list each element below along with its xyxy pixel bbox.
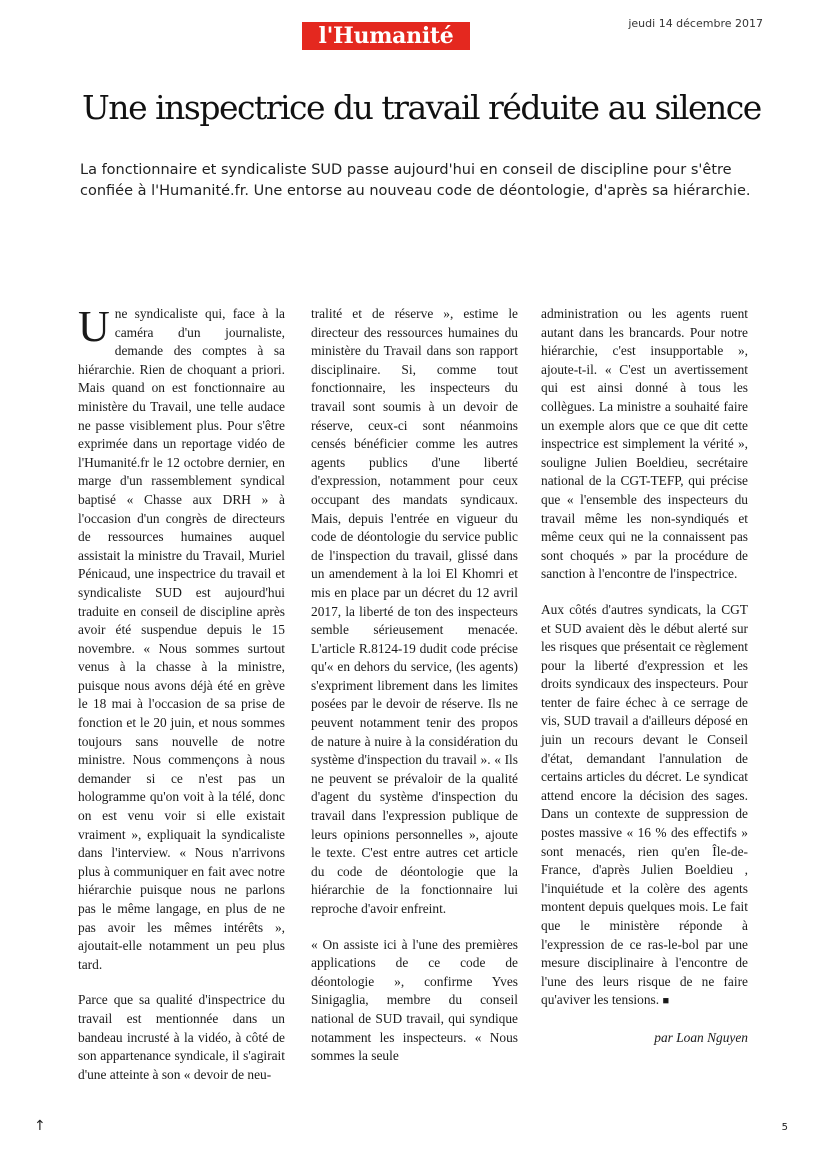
- article-title: Une inspectrice du travail réduite au silence: [82, 88, 761, 127]
- article-column-3: [541, 305, 748, 1048]
- publication-date: jeudi 14 décembre 2017: [628, 17, 763, 30]
- back-to-top-arrow-icon[interactable]: ↑: [34, 1118, 46, 1134]
- paragraph: « On assiste ici à l'une des premières applications de ce code de déontologie », confirme Yves Sinigaglia, membre du conseil national de SUD travail, qui syndique notamment les inspecteurs. « Nous sommes la seule: [311, 936, 518, 1064]
- paragraph: Parce que sa qualité d'inspectrice du travail est mentionnée dans un bandeau incrusté à la vidéo, à côté de son appartenance syndicale, il s'agirait d'une atteinte à son « devoir de neu-: [78, 992, 285, 1082]
- paragraph-text: ne syndicaliste qui, face à la caméra d'un journaliste, demande des comptes à sa hiérarchie. Rien de choquant a priori. Mais quand on est fonctionnaire au ministère du Travail, une telle audace ne passe visiblement plus. Pour s'être exprimée dans un reportage vidéo de l'Humanité.fr le 12 octobre dernier, en marge d'un rassemblement syndical baptisé « Chasse aux DRH » à l'occasion d'un congrès de directeurs de ressources humaines auquel assistait la ministre du Travail, Muriel Pénicaud, une inspectrice du travail et syndicaliste SUD est aujourd'hui traduite en conseil de discipline après avoir été suspendue depuis le 15 novembre. « Nous sommes surtout venus à la chasse à la ministre, puisque nous avons déjà été en grève le 18 mai à l'occasion de sa prise de fonction et le 20 juin, et nous sommes toujours sans nouvelle de notre ministre. Nous commençons à nous demander si ce n'est pas un hologramme qu'on voit à la télé, donc on est venu voir si elle existait vraiment », expliquait la syndicaliste dans l'interview. « Nous n'arrivons plus à communiquer en fait avec notre hiérarchie puisque nous ne parlons pas le même langage, en plus de ne pas avoir les mêmes intérêts », ajoutait-elle notamment un peu plus tard.: [78, 306, 285, 972]
- paragraph: [78, 302, 285, 974]
- paragraph: [541, 601, 748, 1011]
- paragraph-text: Aux côtés d'autres syndicats, la CGT et SUD avaient dès le début alerté sur les risques que présentait ce règlement pour la liberté d'expression et les droits syndicaux des inspecteurs. Pour tenter de faire échec à ce serrage de vis, SUD travail a d'ailleurs déposé en juin un recours devant le Conseil d'état, demandant l'annulation de certains articles du décret. Le syndicat attend encore la décision des sages. Dans un contexte de suppression de postes massive « 16 % des effectifs » sont menacés, rien qu'en Île-de-France, d'après Julien Boeldieu , l'inquiétude et la colère des agents montent depuis quelques mois. Le fait que le ministère réponde à l'expression de ce ras-le-bol par une mesure disciplinaire à l'encontre de l'une des leurs risque de ne faire qu'aviver les tensions.: [541, 601, 748, 1008]
- article-column-1: [78, 302, 285, 1101]
- paragraph: administration ou les agents ruent autant dans les brancards. Pour notre hiérarchie, c'est insupportable », ajoute-t-il. « C'est un avertissement qui est ainsi donné à tous les collègues. La ministre a souhaité faire un exemple alors que ce que dit cette inspectrice est simplement la vérité », souligne Julien Boeldieu, secrétaire national de la CGT-TEFP, qui précise que « l'ensemble des inspecteurs du travail même les non-syndiqués et même ceux qui ne la connaissent pas sont choqués » par la procédure de sanction à l'encontre de l'inspectrice.: [541, 306, 748, 582]
- newspaper-logo: l'Humanité: [302, 22, 470, 50]
- article-column-2: [311, 305, 518, 1083]
- paragraph: tralité et de réserve », estime le directeur des ressources humaines du ministère du Travail dans son rapport disciplinaire. Si, comme tout fonctionnaire, les inspecteurs du travail sont soumis à un devoir de réserve, ceux-ci sont néanmoins censés bénéficier comme les autres agents publics d'une liberté d'expression, notamment pour ceux occupant des mandats syndicaux. Mais, depuis l'entrée en vigueur du code de déontologie du service public de l'inspection du travail, glissé dans un amendement à la loi El Khomri et mis en place par un décret du 12 avril 2017, la liberté de ton des inspecteurs semble sérieusement menacée. L'article R.8124-19 dudit code précise qu'« en dehors du service, (les agents) s'expriment librement dans les limites posées par le devoir de réserve. Ils ne peuvent notamment tenir des propos de nature à nuire à la considération du système d'inspection du travail ». « Ils ne peuvent se prévaloir de la qualité d'agent du système d'inspection du travail dans l'expression publique de leurs opinions personnelles », ajoute le texte. C'est entre autres cet article du code de déontologie que la hiérarchie de la fonctionnaire lui reproche d'avoir enfreint.: [311, 306, 518, 916]
- end-mark-icon: ■: [662, 995, 670, 1008]
- article-lede: La fonctionnaire et syndicaliste SUD passe aujourd'hui en conseil de discipline pour s'être confiée à l'Humanité.fr. Une entorse au nouveau code de déontologie, d'après sa hiérarchie.: [80, 162, 751, 199]
- page-number: 5: [781, 1122, 788, 1133]
- drop-cap: U: [78, 302, 110, 351]
- article-author: par Loan Nguyen: [654, 1029, 748, 1045]
